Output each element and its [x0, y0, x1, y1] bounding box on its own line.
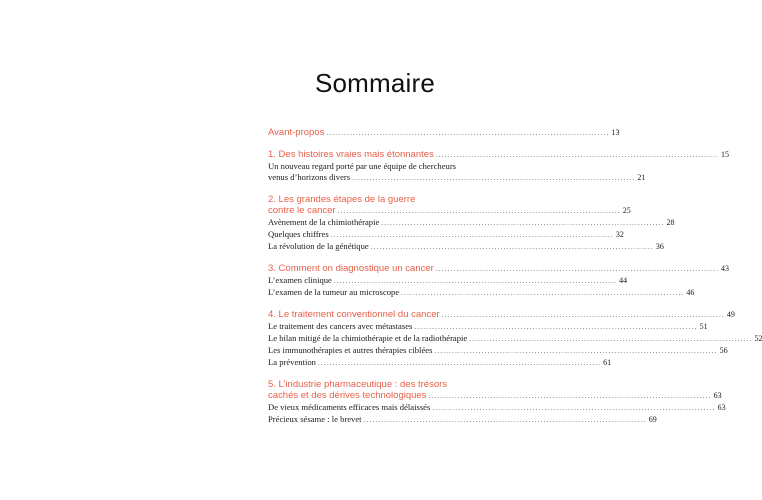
- toc-section: [268, 127, 620, 139]
- page-number: 28: [666, 218, 675, 227]
- dot-leader: ................................................................................................: [434, 347, 718, 355]
- section-heading[interactable]: [268, 194, 495, 205]
- page-number: 63: [717, 403, 726, 412]
- toc-entry[interactable]: [268, 402, 726, 414]
- page-number: 43: [721, 264, 730, 273]
- toc-entry[interactable]: [268, 287, 695, 299]
- dot-leader: ................................................................................................: [337, 207, 621, 215]
- entry-text: La révolution de la génétique: [268, 241, 369, 251]
- section-heading[interactable]: [268, 149, 730, 161]
- dot-leader: ................................................................................................: [401, 289, 685, 297]
- dot-leader: ................................................................................................: [441, 311, 725, 319]
- page-title: Sommaire: [314, 68, 436, 98]
- toc-entry[interactable]: [268, 217, 675, 229]
- dot-leader: ................................................................................................: [363, 416, 647, 424]
- entry-text: venus d’horizons divers: [268, 172, 351, 182]
- toc-entry[interactable]: [268, 414, 657, 426]
- page-number: 13: [611, 128, 620, 137]
- section-heading[interactable]: [268, 263, 730, 275]
- entry-text: Un nouveau regard porté par une équipe de chercheurs: [268, 161, 457, 171]
- section-heading[interactable]: [268, 127, 620, 139]
- entry-text: Quelques chiffres: [268, 229, 329, 239]
- page-number: 32: [615, 230, 624, 239]
- page-number: 56: [719, 346, 728, 355]
- section-heading-text: contre le cancer: [268, 205, 336, 216]
- toc-entry[interactable]: [268, 345, 728, 357]
- entry-text: Le traitement des cancers avec métastases: [268, 321, 413, 331]
- page-number: 25: [622, 206, 631, 215]
- toc-entry[interactable]: [268, 321, 708, 333]
- section-heading[interactable]: [268, 379, 495, 390]
- section-heading[interactable]: [268, 205, 631, 217]
- dot-leader: ................................................................................................: [435, 265, 720, 273]
- page-number: 15: [721, 150, 730, 159]
- page-number: 49: [726, 310, 735, 319]
- entry-text: La prévention: [268, 357, 316, 367]
- page-number: 44: [619, 276, 628, 285]
- toc-section: [268, 263, 730, 299]
- toc-section: [268, 194, 675, 253]
- section-heading-text: 1. Des histoires vraies mais étonnantes: [268, 149, 434, 160]
- dot-leader: ................................................................................................: [317, 359, 602, 367]
- entry-text: De vieux médicaments efficaces mais délaissés: [268, 402, 431, 412]
- toc-entry[interactable]: [268, 275, 628, 287]
- dot-leader: ................................................................................................: [428, 392, 712, 400]
- page-number: 21: [637, 173, 646, 182]
- page-number: 46: [686, 288, 695, 297]
- section-heading[interactable]: [268, 390, 722, 402]
- section-heading-text: 5. L’industrie pharmaceutique : des trésors: [268, 379, 448, 390]
- entry-text: Le bilan mitigé de la chimiothérapie et de la radiothérapie: [268, 333, 468, 343]
- dot-leader: ................................................................................................: [435, 151, 720, 159]
- toc-section: [268, 379, 726, 426]
- page-number: 51: [699, 322, 708, 331]
- toc-entry[interactable]: [268, 333, 762, 345]
- toc-section: [268, 149, 730, 184]
- dot-leader: ................................................................................................: [370, 243, 654, 251]
- page-number: 36: [655, 242, 664, 251]
- dot-leader: ................................................................................................: [381, 219, 665, 227]
- page-number: 61: [603, 358, 612, 367]
- section-heading-text: cachés et des dérives technologiques: [268, 390, 427, 401]
- page-number: 63: [713, 391, 722, 400]
- entry-text: Avènement de la chimiothérapie: [268, 217, 380, 227]
- toc-section: [268, 309, 762, 369]
- dot-leader: ................................................................................................: [414, 323, 698, 331]
- dot-leader: ................................................................................................: [326, 129, 610, 137]
- toc-entry[interactable]: [268, 172, 646, 184]
- dot-leader: ................................................................................................: [333, 277, 618, 285]
- toc-entry[interactable]: [268, 229, 624, 241]
- section-heading-text: 3. Comment on diagnostique un cancer: [268, 263, 434, 274]
- toc-entry[interactable]: [268, 357, 612, 369]
- entry-text: Précieux sésame : le brevet: [268, 414, 362, 424]
- section-heading-text: 4. Le traitement conventionnel du cancer: [268, 309, 440, 320]
- entry-text: L’examen clinique: [268, 275, 332, 285]
- entry-text: Les immunothérapies et autres thérapies ciblées: [268, 345, 433, 355]
- entry-text: L’examen de la tumeur au microscope: [268, 287, 400, 297]
- page-number: 69: [648, 415, 657, 424]
- dot-leader: ................................................................................................: [432, 404, 716, 412]
- section-heading-text: 2. Les grandes étapes de la guerre: [268, 194, 416, 205]
- dot-leader: ................................................................................................: [352, 174, 636, 182]
- page-number: 52: [754, 334, 762, 343]
- section-heading[interactable]: [268, 309, 735, 321]
- section-heading-text: Avant-propos: [268, 127, 325, 138]
- toc-entry[interactable]: [268, 241, 664, 253]
- table-of-contents: [268, 127, 762, 436]
- dot-leader: ................................................................................................: [330, 231, 614, 239]
- dot-leader: ................................................................................................: [469, 335, 753, 343]
